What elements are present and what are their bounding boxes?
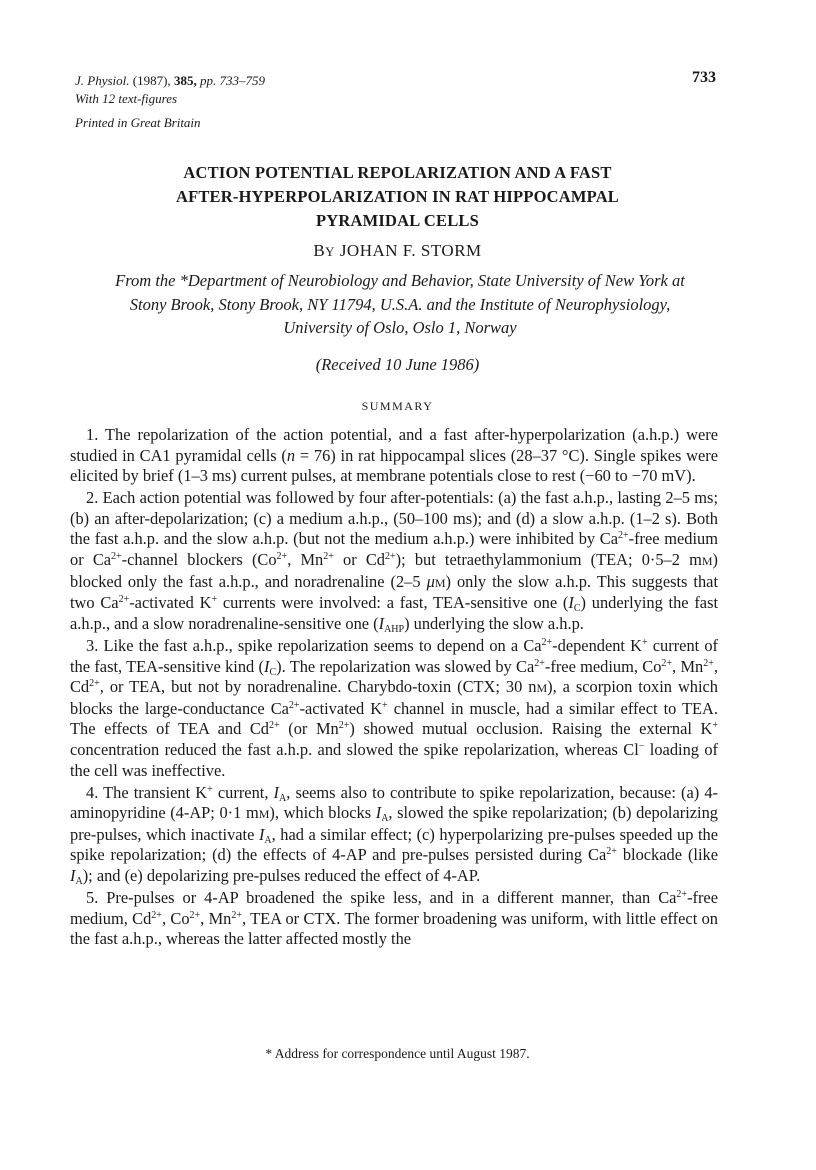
- summary-paragraph-2: 2. Each action potential was followed by four after-potentials: (a) the fast a.h.p., lasting 2–5 ms; (b) an after-depolarization; (c) a medium a.h.p., (50–100 ms); and (d) a slow a.h.p. (1–2 s). Both the fast a.h.p. and the slow a.h.p. (but not the medium a.h.p.) were inhibited by $Ca^{2+}$-free medium or $Ca^{2+}$-channel blockers ($Co^{2+}$, $Mn^{2+}$ or $Cd^{2+}$); but tetraethylammonium (TEA; 0·5–2 mM) blocked only the fast a.h.p., and noradrenaline (2–5 μM) only the slow a.h.p. This suggests that two $Ca^{2+}$-activated K+ currents were involved: a fast, TEA-sensitive one $(I_C)$ underlying the fast a.h.p., and a slow noradrenaline-sensitive one $(I_{AHP})$ underlying the slow a.h.p.: [70, 488, 718, 635]
- journal-name: J. Physiol.: [75, 73, 130, 88]
- article-title: [75, 161, 720, 233]
- affiliation-line: Stony Brook, Stony Brook, NY 11794, U.S.A. and the Institute of Neurophysiology,: [129, 294, 671, 314]
- journal-year: (1987),: [132, 73, 171, 88]
- author-byline: [75, 241, 720, 261]
- summary-paragraph-5: 5. Pre-pulses or 4-AP broadened the spike less, and in a different manner, than $Ca^{2+}$-free medium, $Cd^{2+}$, $Co^{2+}$, $Mn^{2+}$, TEA or CTX. The former broadening was uniform, with little effect on the fast a.h.p., whereas the latter affected mostly the: [70, 888, 718, 949]
- summary-paragraph-3: 3. Like the fast a.h.p., spike repolarization seems to depend on a $Ca^{2+}$-dependent K+ current of the fast, TEA-sensitive kind $(I_C)$. The repolarization was slowed by $Ca^{2+}$-free medium, $Co^{2+}$, $Mn^{2+}$, $Cd^{2+}$, or TEA, but not by noradrenaline. Charybdo-toxin (CTX; 30 nM), a scorpion toxin which blocks the large-conductance $Ca^{2+}$-activated K+ channel in muscle, had a similar effect to TEA. The effects of TEA and $Cd^{2+}$ (or $Mn^{2+}$) showed mutual occlusion. Raising the external K+ concentration reduced the fast a.h.p. and slowed the spike repolarization, whereas Cl− loading of the cell was ineffective.: [70, 635, 718, 780]
- journal-volume: 385,: [173, 73, 197, 88]
- title-line: ACTION POTENTIAL REPOLARIZATION AND A FAST: [183, 163, 612, 182]
- title-line: AFTER-HYPERPOLARIZATION IN RAT HIPPOCAMPAL: [175, 187, 620, 206]
- printed-in: Printed in Great Britain: [75, 115, 201, 130]
- summary-body: [70, 425, 718, 951]
- by-prefix-y: Y: [325, 244, 336, 259]
- figure-count: With 12 text-figures: [75, 91, 178, 106]
- author-name: JOHAN F. STORM: [339, 241, 482, 260]
- footnote: * Address for correspondence until August 1987.: [265, 1046, 530, 1061]
- affiliation-line: From the *Department of Neurobiology and Behavior, State University of New York at: [115, 271, 685, 290]
- title-line: PYRAMIDAL CELLS: [316, 211, 479, 230]
- summary-paragraph-4: 4. The transient K+ current, $I_A$, seems also to contribute to spike repolarization, because: (a) 4-aminopyridine (4-AP; 0·1 mM), which blocks $I_A$, slowed the spike repolarization; (b) depolarizing pre-pulses, which inactivate $I_A$, had a similar effect; (c) hyperpolarizing pre-pulses speeded up the spike repolarization; (d) the effects of 4-AP and pre-pulses persisted during $Ca^{2+}$ blockade (like $I_A$); and (e) depolarizing pre-pulses reduced the effect of 4-AP.: [70, 782, 718, 887]
- summary-heading: SUMMARY: [361, 399, 434, 413]
- affiliation-line: University of Oslo, Oslo 1, Norway: [283, 318, 517, 337]
- citation-line: [75, 73, 265, 89]
- affiliation: [60, 269, 740, 340]
- journal-pages: pp. 733–759: [199, 73, 265, 88]
- summary-paragraph-1: 1. The repolarization of the action potential, and a fast after-hyperpolarization (a.h.p.) were studied in CA1 pyramidal cells (n = 76) in rat hippocampal slices (28–37 °C). Single spikes were elicited by brief (1–3 ms) current pulses, at membrane potentials close to rest (−60 to −70 mV).: [70, 425, 719, 486]
- received-date: (Received 10 June 1986): [315, 355, 480, 374]
- by-prefix-b: B: [313, 241, 326, 260]
- page-number: 733: [692, 69, 716, 86]
